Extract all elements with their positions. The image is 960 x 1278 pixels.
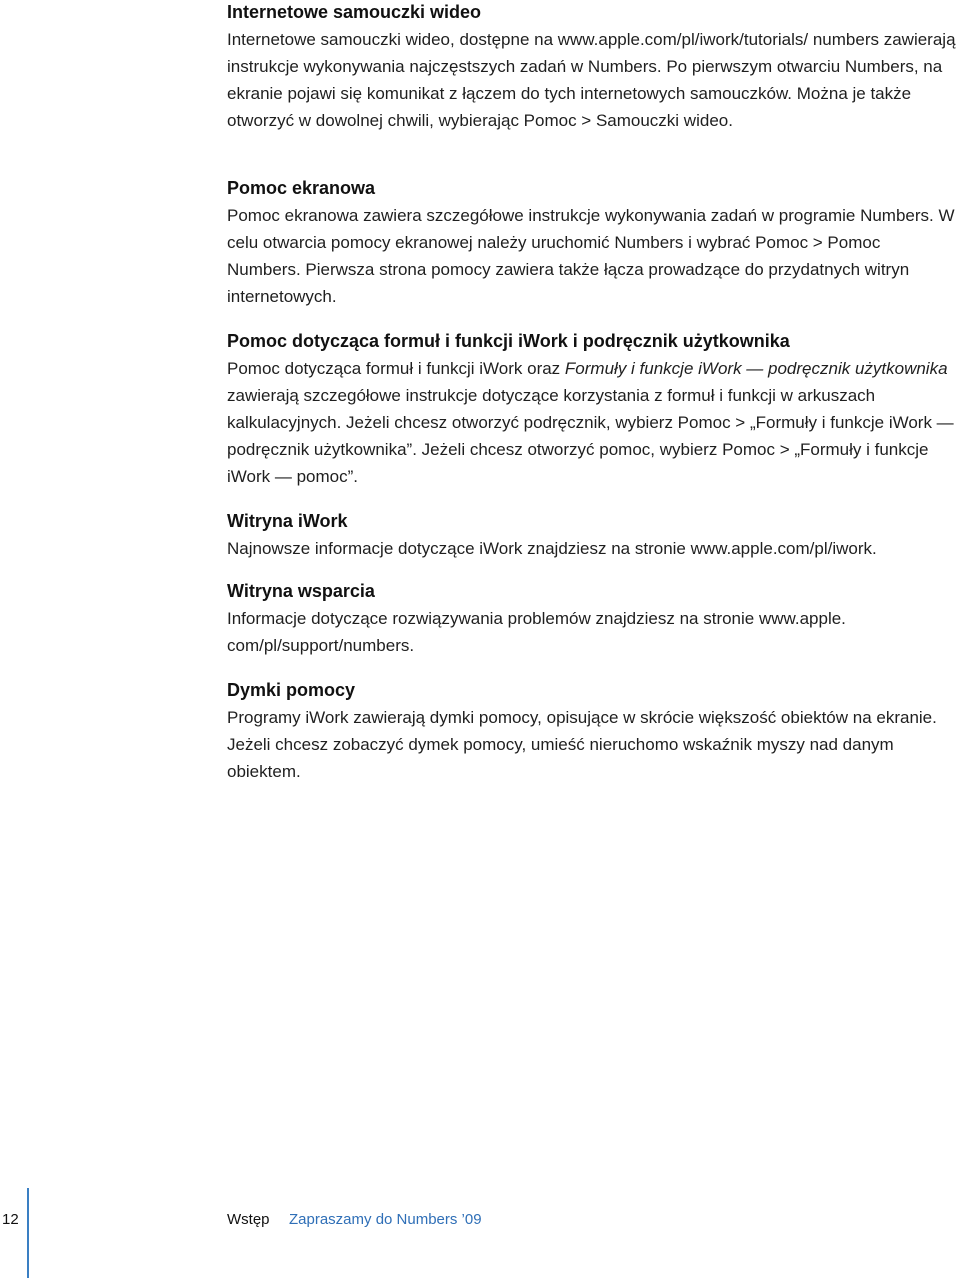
footer-section-title: Wstęp [227, 1211, 270, 1228]
section-iwork-website [227, 508, 960, 562]
section-support-website [227, 578, 957, 659]
section-onscreen-help [227, 175, 957, 310]
footer-chapter-title: Zapraszamy do Numbers ’09 [289, 1211, 482, 1228]
section-formulas-help [227, 328, 957, 490]
section-heading: Witryna iWork [227, 511, 348, 531]
section-paragraph [227, 355, 957, 490]
section-paragraph: Internetowe samouczki wideo, dostępne na www.apple.com/pl/iwork/tutorials/ numbers zawierają instrukcje wykonywania najczęstszych zadań w Numbers. Po pierwszym otwarciu Numbers, na ekranie pojawi się komunikat z łączem do tych internetowych samouczków. Można je także otworzyć w dowolnej chwili, wybierając Pomoc > Samouczki wideo. [227, 30, 956, 130]
page-number: 12 [2, 1211, 19, 1228]
section-paragraph: Pomoc ekranowa zawiera szczegółowe instrukcje wykonywania zadań w programie Numbers. W celu otwarcia pomocy ekranowej należy uruchomić Numbers i wybrać Pomoc > Pomoc Numbers. Pierwsza strona pomocy zawiera także łącza prowadzące do przydatnych witryn internetowych. [227, 206, 955, 306]
section-video-tutorials [227, 0, 957, 134]
section-paragraph: Informacje dotyczące rozwiązywania problemów znajdziesz na stronie www.apple. com/pl/support/numbers. [227, 609, 846, 655]
section-heading: Pomoc dotycząca formuł i funkcji iWork i podręcznik użytkownika [227, 331, 790, 351]
section-paragraph: Programy iWork zawierają dymki pomocy, opisujące w skrócie większość obiektów na ekranie. Jeżeli chcesz zobaczyć dymek pomocy, umieść nieruchomo wskaźnik myszy nad danym obiektem. [227, 708, 937, 781]
section-heading: Pomoc ekranowa [227, 178, 376, 198]
section-help-tags [227, 677, 957, 785]
section-heading: Witryna wsparcia [227, 581, 375, 601]
guide-title: Formuły i funkcje iWork — podręcznik użytkownika [564, 359, 948, 378]
section-heading: Dymki pomocy [227, 680, 356, 700]
section-paragraph: Najnowsze informacje dotyczące iWork znajdziesz na stronie www.apple.com/pl/iwork. [227, 539, 877, 558]
section-heading: Internetowe samouczki wideo [227, 2, 482, 22]
paragraph-text: zawierają szczegółowe instrukcje dotyczące korzystania z formuł i funkcji w arkuszach kalkulacyjnych. Jeżeli chcesz otworzyć podręcznik, wybierz Pomoc > „Formuły i funkcje iWork — podręcznik użytkownika”. Jeżeli chcesz otworzyć pomoc, wybierz Pomoc > „Formuły i funkcje iWork — pomoc”. [227, 386, 954, 486]
footer-divider [27, 1188, 29, 1278]
paragraph-text: Pomoc dotycząca formuł i funkcji iWork oraz [227, 359, 565, 378]
